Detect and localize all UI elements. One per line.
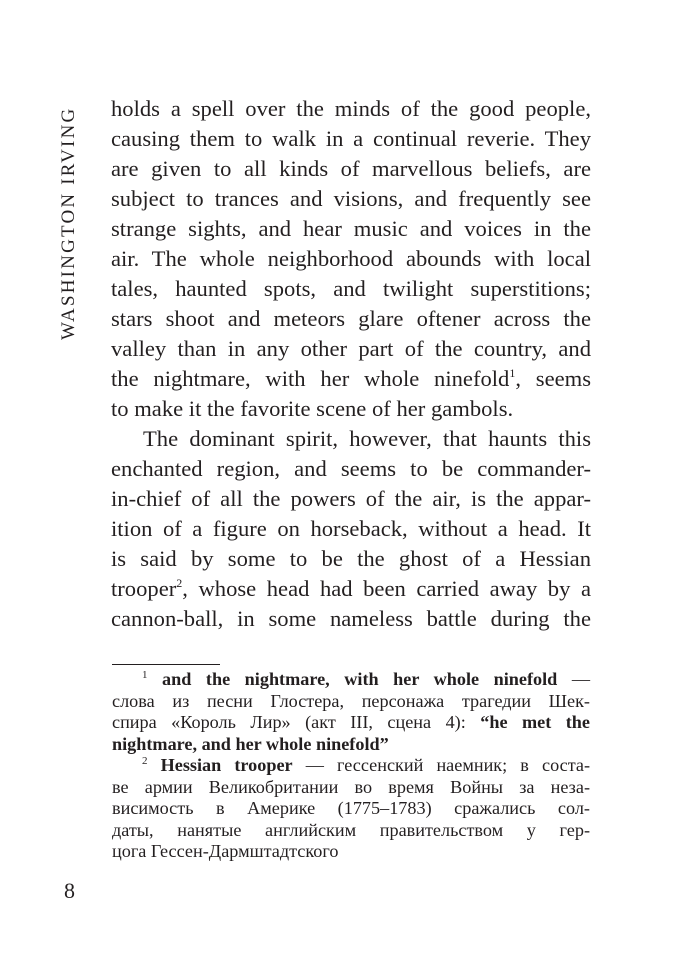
footnote-term: Hessian trooper bbox=[160, 755, 293, 775]
footnote-quote: nightmare, and her whole ninefold” bbox=[112, 733, 389, 754]
text-line bbox=[111, 364, 591, 394]
text-line: valley than in any other part of the country, and bbox=[111, 336, 591, 361]
text-line: enchanted region, and seems to be commander- bbox=[111, 456, 591, 481]
footnote-ref-1[interactable]: 1 bbox=[509, 366, 516, 380]
footnote-line: висимость в Америке (1775–1783) сражались сол- bbox=[112, 798, 590, 818]
text-fragment: trooper bbox=[111, 576, 177, 601]
footnote-text: спира «Король Лир» (акт III, сцена 4): bbox=[112, 712, 481, 732]
text-fragment: the nightmare, with her whole ninefold bbox=[111, 366, 510, 391]
text-line: are given to all kinds of marvellous beliefs, are bbox=[111, 156, 591, 181]
footnote-2 bbox=[112, 755, 590, 777]
text-line: stars shoot and meteors glare oftener across the bbox=[111, 306, 591, 331]
text-line: cannon-ball, in some nameless battle during the bbox=[111, 606, 591, 631]
footnote-1 bbox=[112, 669, 590, 691]
body-text bbox=[111, 94, 591, 634]
text-line: to make it the favorite scene of her gambols. bbox=[111, 396, 514, 421]
text-line: strange sights, and hear music and voices in the bbox=[111, 216, 591, 241]
footnote-text: — гессенский наемник; в соста- bbox=[292, 755, 590, 775]
text-line: is said by some to be the ghost of a Hessian bbox=[111, 546, 591, 571]
footnote-line bbox=[112, 712, 590, 734]
footnotes bbox=[112, 669, 590, 863]
text-line: in-chief of all the powers of the air, is the appar- bbox=[111, 486, 591, 511]
text-line: The dominant spirit, however, that haunts this bbox=[143, 426, 591, 451]
footnote-marker-2: 2 bbox=[142, 755, 148, 767]
text-line: causing them to walk in a continual reverie. They bbox=[111, 126, 591, 151]
footnote-term: and the nightmare, with her whole ninefold bbox=[162, 669, 558, 689]
running-head: WASHINGTON IRVING bbox=[58, 106, 79, 340]
footnote-line: даты, нанятые английским правительством у гер- bbox=[112, 819, 590, 840]
footnote-ref-2[interactable]: 2 bbox=[176, 576, 183, 590]
text-line: subject to trances and visions, and frequently see bbox=[111, 186, 591, 211]
text-line bbox=[111, 574, 591, 604]
text-line: air. The whole neighborhood abounds with local bbox=[111, 246, 591, 271]
text-line: ition of a figure on horseback, without a head. It bbox=[111, 516, 591, 541]
footnote-line: ве армии Великобритании во время Войны за неза- bbox=[112, 776, 590, 797]
text-line: holds a spell over the minds of the good people, bbox=[111, 96, 591, 121]
footnote-line: слова из песни Глостера, персонажа трагедии Шек- bbox=[112, 690, 590, 711]
footnote-marker-1: 1 bbox=[142, 669, 148, 681]
footnote-line: цога Гессен-Дармштадтского bbox=[112, 841, 339, 861]
footnote-separator bbox=[112, 664, 220, 665]
footnote-text: — bbox=[557, 669, 591, 689]
text-fragment: , whose head had been carried away by a bbox=[182, 576, 591, 601]
text-fragment: , seems bbox=[515, 366, 591, 391]
footnote-quote: “he met the bbox=[480, 712, 590, 732]
page-number: 8 bbox=[64, 878, 75, 903]
text-line: tales, haunted spots, and twilight superstitions; bbox=[111, 276, 591, 301]
